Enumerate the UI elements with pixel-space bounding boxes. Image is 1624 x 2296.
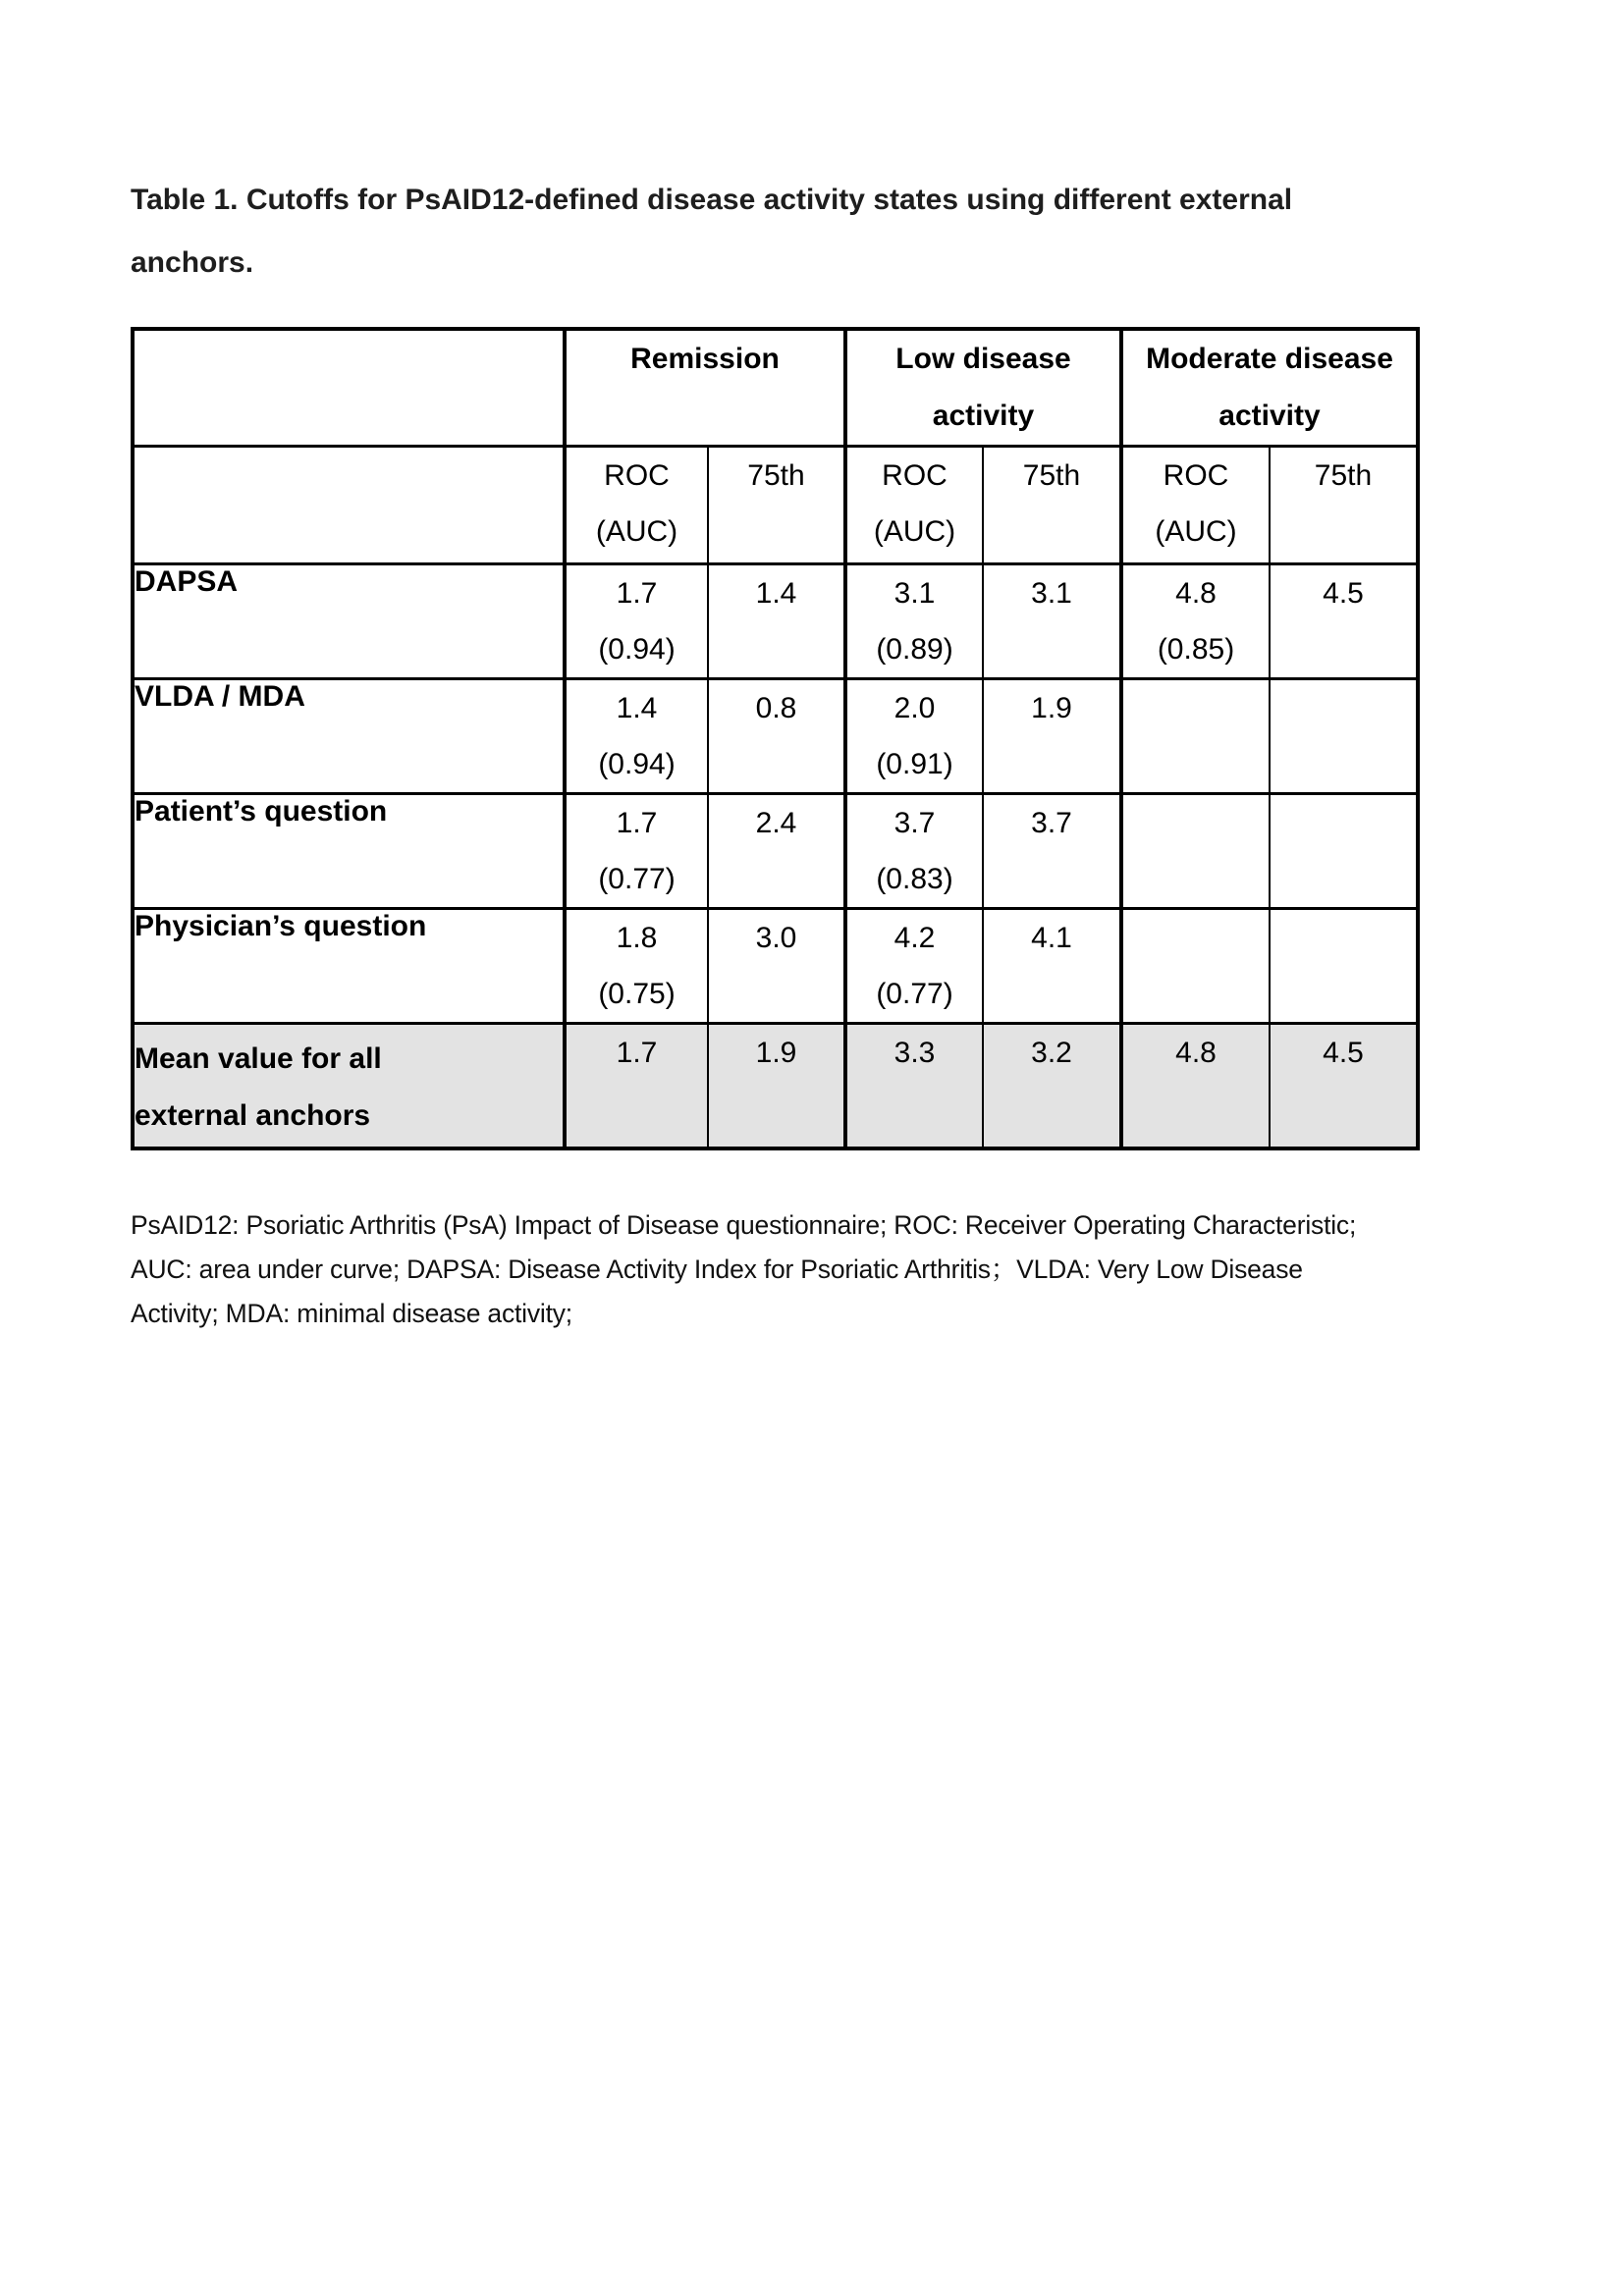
footnote: PsAID12: Psoriatic Arthritis (PsA) Impact of Disease questionnaire; ROC: Receiver Operating Characteristic; AUC: area under curve; DAPSA: Disease Activity Index for Psoriatic Arthritis；VLDA: Very Low Disease Activity; MDA: minimal disease activity; bbox=[131, 1210, 1357, 1328]
table-row-physicians-question bbox=[133, 909, 1418, 1024]
row-label-text: Patient’s question bbox=[135, 795, 388, 828]
row-label bbox=[133, 564, 565, 679]
subheader-roc-auc bbox=[845, 447, 983, 564]
value-cell bbox=[708, 794, 845, 909]
row-label-text: Physician’s question bbox=[135, 910, 427, 942]
value-cell bbox=[1270, 679, 1418, 794]
value-cell bbox=[1121, 679, 1270, 794]
value-cell bbox=[1270, 564, 1418, 679]
cutoff-value: 1.9 bbox=[755, 1037, 797, 1069]
subheader-auc-line: (AUC) bbox=[1155, 515, 1237, 548]
row-label bbox=[133, 794, 565, 909]
table-row-dapsa bbox=[133, 564, 1418, 679]
cutoff-value: 1.9 bbox=[1031, 692, 1072, 724]
auc-value: (0.89) bbox=[876, 633, 953, 666]
cutoff-value: 4.8 bbox=[1175, 577, 1217, 610]
row-label-text: VLDA / MDA bbox=[135, 680, 305, 713]
cutoff-value: 3.1 bbox=[893, 577, 936, 610]
corner-cell bbox=[133, 329, 565, 447]
subheader-roc-line: ROC bbox=[882, 459, 947, 492]
value-cell bbox=[565, 794, 708, 909]
cutoff-value: 3.7 bbox=[1031, 807, 1072, 839]
auc-value: (0.75) bbox=[598, 978, 676, 1010]
cutoff-value: 1.4 bbox=[616, 692, 658, 724]
cutoff-value: 1.8 bbox=[616, 922, 658, 954]
value-cell bbox=[983, 1024, 1121, 1149]
cutoff-value: 3.0 bbox=[755, 922, 797, 954]
value-cell bbox=[845, 679, 983, 794]
table-row-patients-question bbox=[133, 794, 1418, 909]
value-cell bbox=[1121, 564, 1270, 679]
subheader-roc-auc bbox=[1121, 447, 1270, 564]
value-cell bbox=[845, 1024, 983, 1149]
value-cell bbox=[983, 794, 1121, 909]
value-cell bbox=[1270, 794, 1418, 909]
value-cell bbox=[983, 564, 1121, 679]
subheader-75th: 75th bbox=[708, 447, 845, 564]
subheader-row bbox=[133, 447, 1418, 564]
value-cell bbox=[1270, 909, 1418, 1024]
value-cell bbox=[708, 1024, 845, 1149]
cutoff-value: 2.0 bbox=[893, 692, 936, 724]
subheader-roc-line: ROC bbox=[604, 459, 670, 492]
row-label bbox=[133, 679, 565, 794]
auc-value: (0.77) bbox=[876, 978, 953, 1010]
value-cell bbox=[1121, 1024, 1270, 1149]
row-label bbox=[133, 1024, 565, 1149]
row-label bbox=[133, 909, 565, 1024]
value-cell bbox=[845, 909, 983, 1024]
auc-value: (0.91) bbox=[876, 748, 953, 780]
cutoff-value: 4.8 bbox=[1175, 1037, 1217, 1069]
value-cell bbox=[983, 679, 1121, 794]
auc-value: (0.94) bbox=[598, 633, 676, 666]
table-caption: Table 1. Cutoffs for PsAID12-defined disease activity states using different external anchors. bbox=[131, 184, 1293, 279]
group-header-moderate-disease: Moderate disease activity bbox=[1121, 329, 1418, 447]
value-cell bbox=[983, 909, 1121, 1024]
cutoff-value: 0.8 bbox=[755, 692, 797, 724]
group-header-low-disease: Low disease activity bbox=[845, 329, 1121, 447]
subheader-auc-line: (AUC) bbox=[595, 515, 678, 548]
subheader-auc-line: (AUC) bbox=[873, 515, 956, 548]
value-cell bbox=[565, 564, 708, 679]
table-row-vlda-mda bbox=[133, 679, 1418, 794]
group-header-remission: Remission bbox=[565, 329, 845, 447]
value-cell bbox=[845, 794, 983, 909]
row-label-text: Mean value for all external anchors bbox=[135, 1042, 382, 1132]
auc-value: (0.85) bbox=[1157, 633, 1235, 666]
cutoff-value: 1.7 bbox=[616, 807, 658, 839]
cutoff-value: 1.7 bbox=[616, 577, 658, 610]
value-cell bbox=[1121, 909, 1270, 1024]
subheader-75th: 75th bbox=[983, 447, 1121, 564]
value-cell bbox=[565, 1024, 708, 1149]
cutoffs-table bbox=[131, 327, 1420, 1150]
group-header-row bbox=[133, 329, 1418, 447]
subheader-empty-cell bbox=[133, 447, 565, 564]
subheader-roc-line: ROC bbox=[1163, 459, 1229, 492]
value-cell bbox=[708, 679, 845, 794]
cutoff-value: 1.7 bbox=[616, 1037, 658, 1069]
cutoff-value: 3.7 bbox=[893, 807, 936, 839]
auc-value: (0.77) bbox=[598, 863, 676, 895]
cutoff-value: 1.4 bbox=[755, 577, 797, 610]
cutoff-value: 3.3 bbox=[893, 1037, 936, 1069]
value-cell bbox=[1121, 794, 1270, 909]
subheader-roc-auc bbox=[565, 447, 708, 564]
value-cell bbox=[1270, 1024, 1418, 1149]
cutoff-value: 2.4 bbox=[755, 807, 797, 839]
cutoff-value: 4.5 bbox=[1323, 577, 1364, 610]
value-cell bbox=[708, 564, 845, 679]
row-label-text: DAPSA bbox=[135, 565, 239, 598]
cutoff-value: 3.1 bbox=[1031, 577, 1072, 610]
cutoff-value: 4.1 bbox=[1031, 922, 1072, 954]
value-cell bbox=[708, 909, 845, 1024]
cutoff-value: 3.2 bbox=[1031, 1037, 1072, 1069]
cutoff-value: 4.2 bbox=[893, 922, 936, 954]
value-cell bbox=[565, 679, 708, 794]
value-cell bbox=[565, 909, 708, 1024]
auc-value: (0.83) bbox=[876, 863, 953, 895]
table-row-mean-values bbox=[133, 1024, 1418, 1149]
subheader-75th: 75th bbox=[1270, 447, 1418, 564]
value-cell bbox=[845, 564, 983, 679]
auc-value: (0.94) bbox=[598, 748, 676, 780]
cutoff-value: 4.5 bbox=[1323, 1037, 1364, 1069]
